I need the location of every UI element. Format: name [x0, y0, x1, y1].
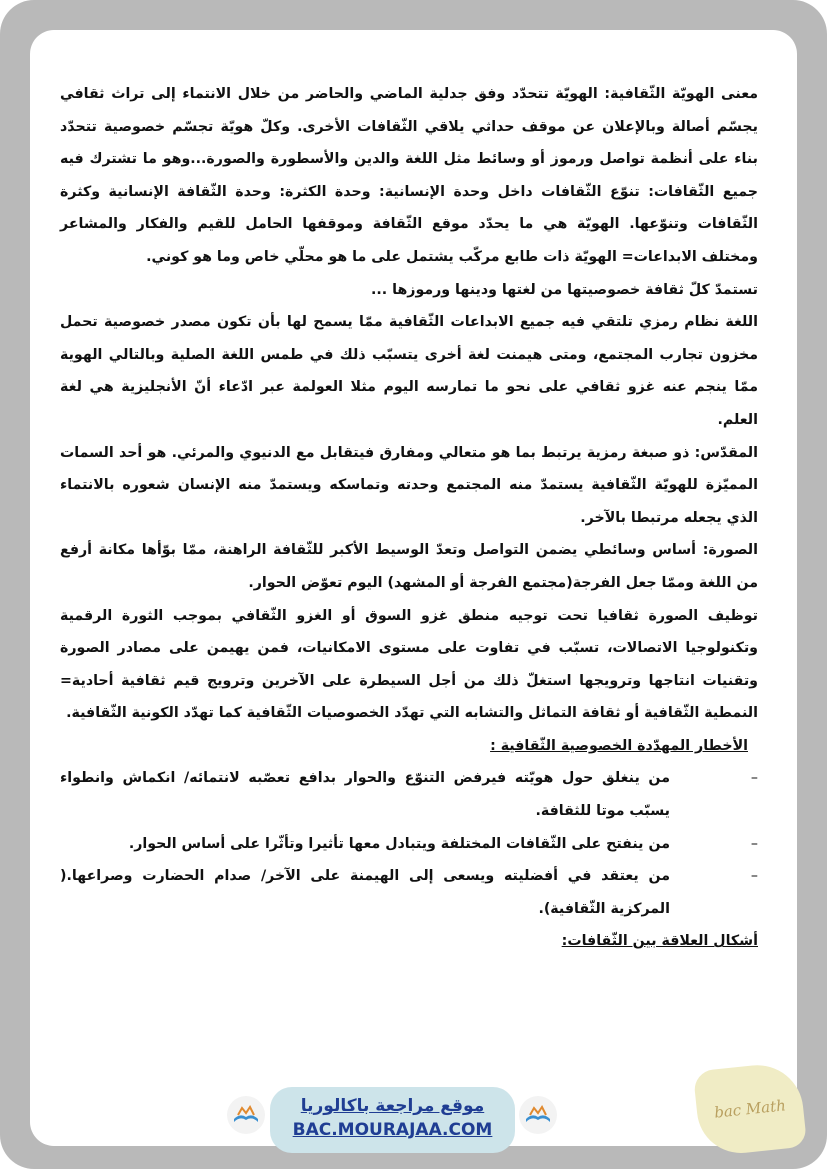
book-emblem-icon: [518, 1095, 558, 1135]
document-body: [60, 78, 758, 958]
bullet-dash-icon: –: [750, 835, 758, 852]
logo-text: bac Math: [713, 1096, 787, 1122]
paragraph-image-use: توظيف الصورة ثقافيا تحت توجيه منطق غزو السوق أو الغزو الثّقافي بموجب الثورة الرقمية وتكنولوجيا الاتصالات، تسبّب في تفاوت على مستوى الامكانيات، فمن يهيمن على مصادر الصورة وتقنيات انتاجها وترويجها استغلّ ذلك من أجل السيطرة على الآخرين وترويج قيم ثقافية أحادية= النمطية الثّقافية أو ثقافة التماثل والتشابه التي تهدّد الخصوصيات الثّقافية كما تهدّد الكونية الثّقافية.: [60, 607, 758, 722]
list-item: [60, 762, 758, 827]
site-name[interactable]: موقع مراجعة باكالوريا: [300, 1096, 485, 1116]
list-item-text: من ينفتح على الثّقافات المختلفة ويتبادل معها تأثيرا وتأثّرا على أساس الحوار.: [128, 835, 670, 852]
list-item: [60, 828, 758, 861]
list-item: [60, 860, 758, 925]
section-heading-threats: الأخطار المهدّدة الخصوصية الثّقافية :: [490, 737, 748, 754]
paragraph-identity: معنى الهويّة الثّقافية: الهويّة تتحدّد وفق جدلية الماضي والحاضر من خلال الانتماء إلى تراث ثقافي يجسّم أصالة وبالإعلان عن موقف حداثي يلاقي الثّقافات الأخرى. وكلّ هويّة تجسّم خصوصية تتحدّد بناء على أنظمة تواصل ورموز أو وسائط مثل اللغة والدين والأسطورة والصورة...وهو ما تشترك فيه جميع الثّقافات: تنوّع الثّقافات داخل وحدة الإنسانية: وحدة الكثرة: وحدة الثّقافة الإنسانية وكثرة الثّقافات وتنوّعها. الهويّة هي ما يحدّد موقع الثّقافة وموقفها الحامل للقيم والفكار والمشاعر ومختلف الابداعات= الهويّة ذات طابع مركّب يشتمل على ما هو محلّي خاص وما هو كوني.: [60, 86, 758, 265]
paragraph-sacred: المقدّس: ذو صبغة رمزية يرتبط بما هو متعالي ومفارق فيتقابل مع الدنيوي والمرئي. هو أحد السمات المميّزة للهويّة الثّقافية يستمدّ منه المجتمع وحدته وتماسكه ويستمدّ منه الإنسان شعوره بالانتماء الذي يجعله مرتبطا بالآخر.: [60, 444, 758, 526]
site-badge[interactable]: [270, 1087, 515, 1153]
site-url[interactable]: BAC.MOURAJAA.COM: [292, 1120, 493, 1140]
list-item-text: من يعتقد في أفضليته ويسعى إلى الهيمنة على الآخر/ صدام الحضارت وصراعها.( المركزية الثّقافية).: [60, 868, 670, 917]
paragraph-language: اللغة نظام رمزي تلتقي فيه جميع الابداعات الثّقافية ممّا يسمح لها بأن تكون مصدر خصوصية تحمل مخزون تجارب المجتمع، ومتى هيمنت لغة أخرى يتسبّب ذلك في طمس اللغة الصلية وبالتالي الهوية ممّا ينجم عنه غزو ثقافي على نحو ما تمارسه اليوم مثلا العولمة عبر ادّعاء أنّ الأنجليزية هي لغة العلم.: [60, 314, 758, 428]
bullet-dash-icon: –: [750, 868, 758, 885]
paragraph-specificity: تستمدّ كلّ ثقافة خصوصيتها من لغتها ودينها ورموزها ...: [371, 281, 758, 298]
bullet-dash-icon: –: [750, 770, 758, 787]
paragraph-image: الصورة: أساس وسائطي يضمن التواصل وتعدّ الوسيط الأكبر للثّقافة الراهنة، ممّا بوّأها مكانة أرفع من اللغة وممّا جعل الفرجة(مجتمع الفرجة أو المشهد) اليوم تعوّض الحوار.: [60, 542, 758, 591]
list-item-text: من ينغلق حول هويّته فيرفض التنوّع والحوار بدافع تعصّبه لانتمائه/ انكماش وانطواء يسبّب موتا للثقافة.: [60, 770, 670, 820]
section-heading-relations: أشكال العلاقة بين الثّقافات:: [561, 933, 758, 950]
book-emblem-icon: [226, 1095, 266, 1135]
